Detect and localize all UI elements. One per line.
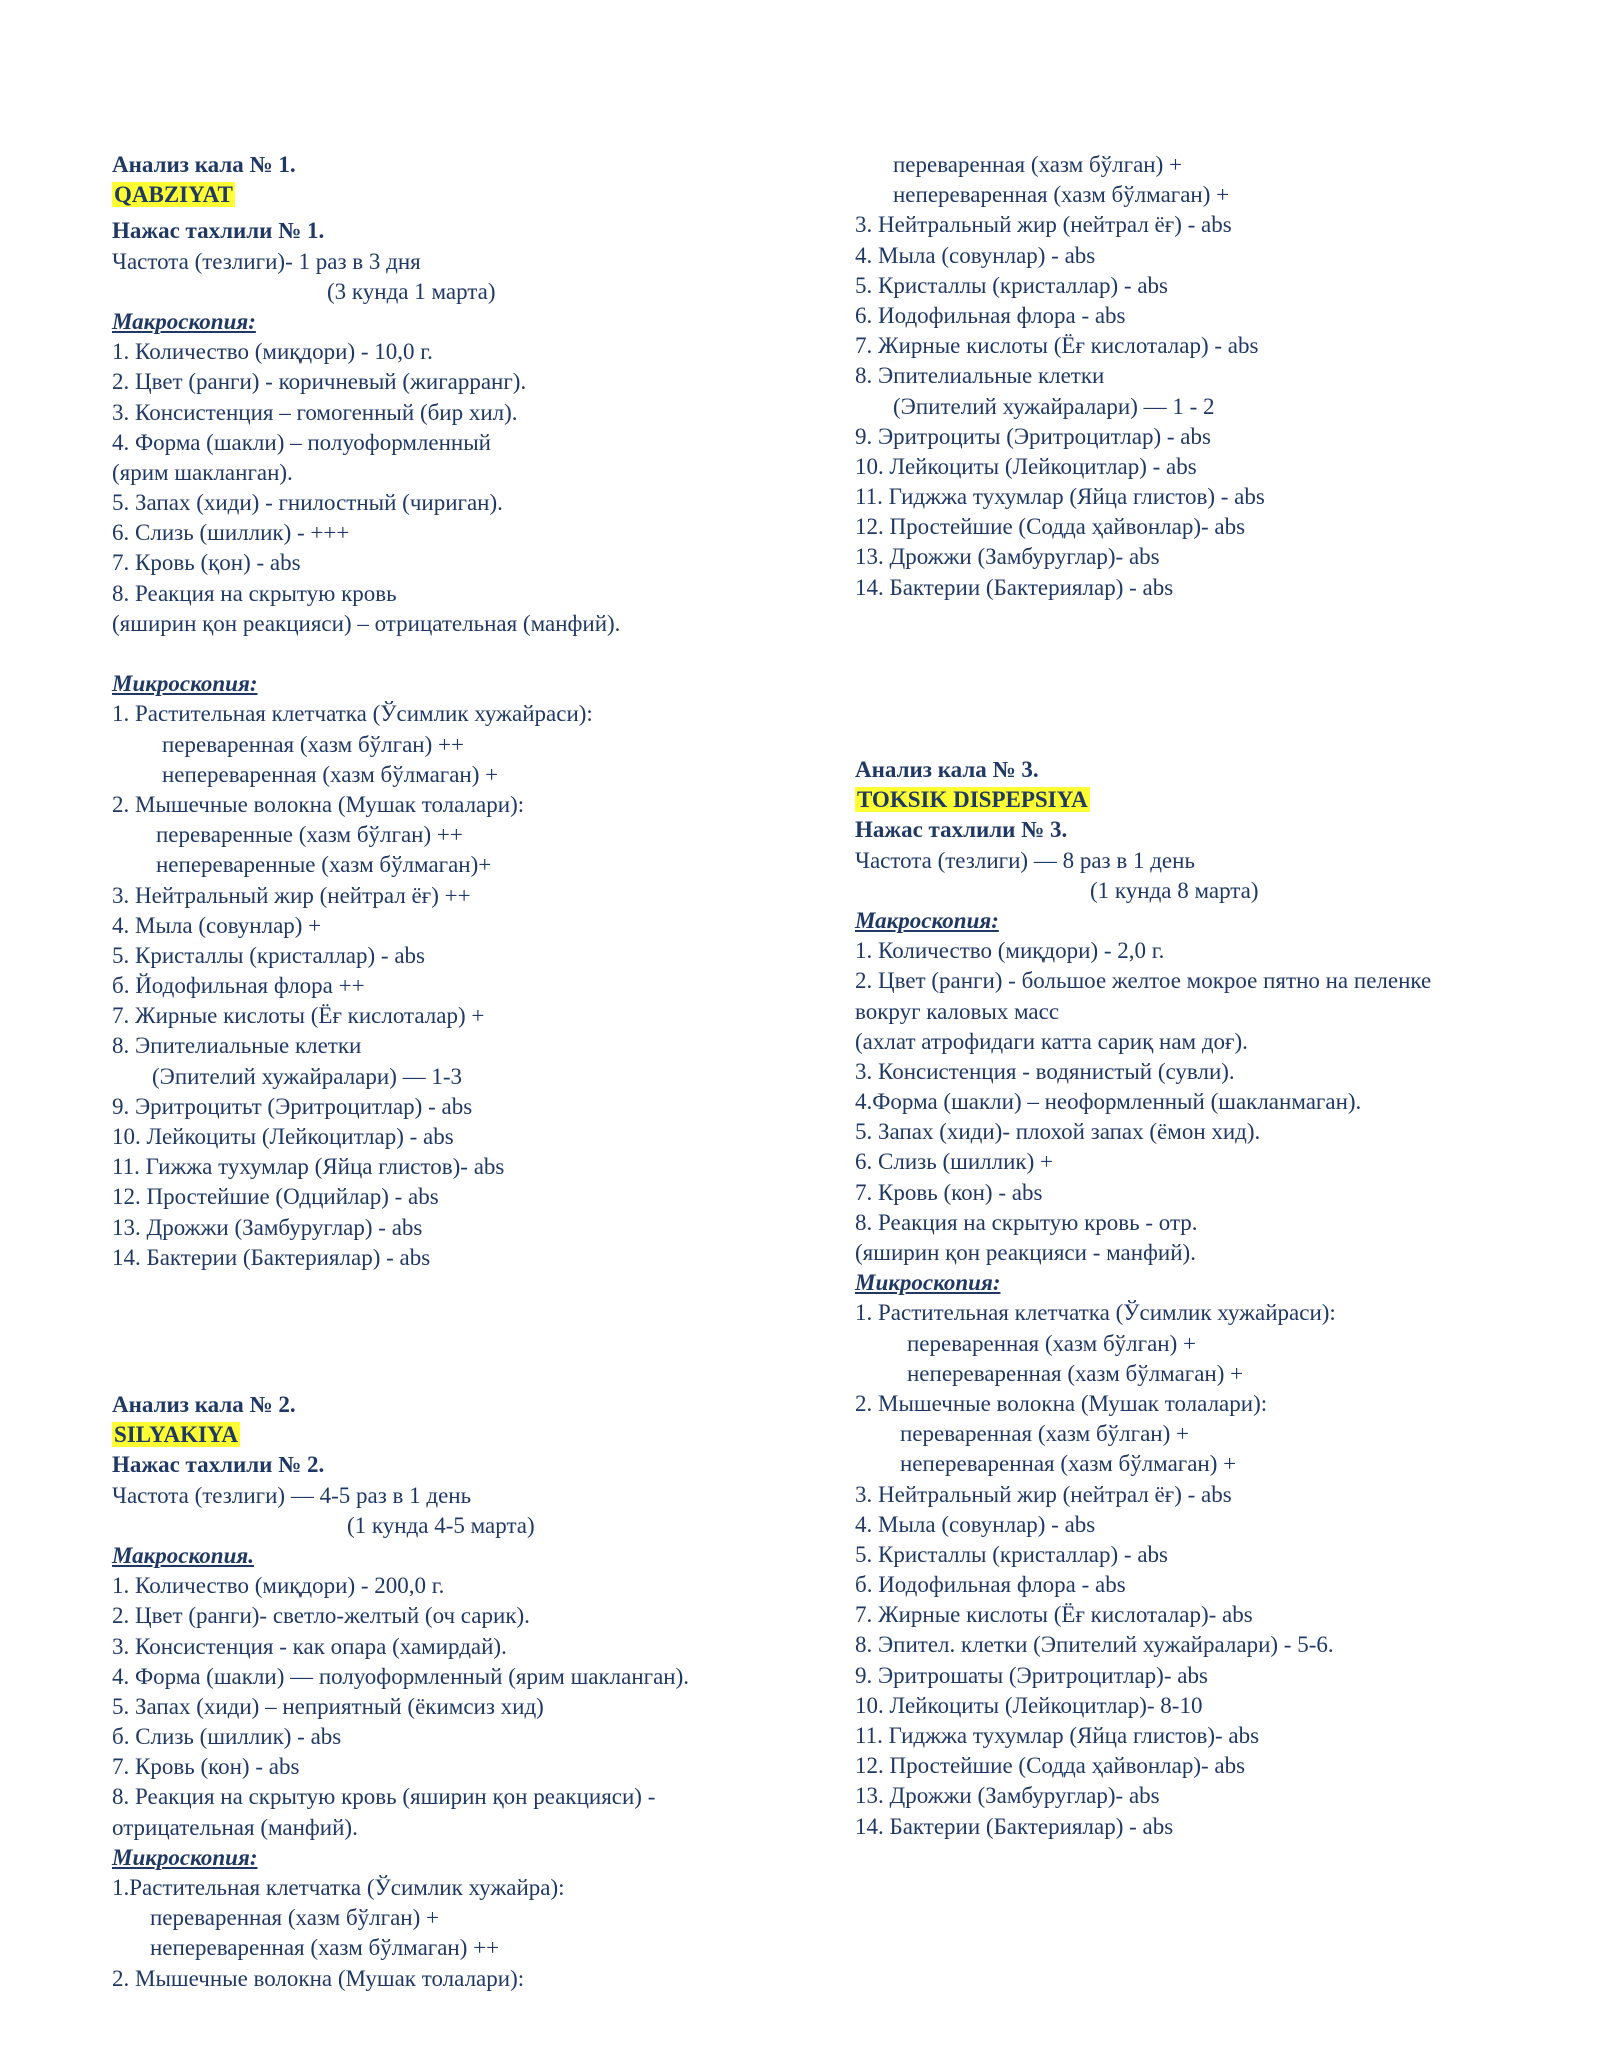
text-line: Частота (тезлиги)- 1 раз в 3 дня	[112, 248, 421, 274]
text-line: 1. Растительная клетчатка (Ўсимлик хужайраси):	[855, 1300, 1336, 1326]
text-line: 1. Количество (миқдори) - 2,0 г.	[855, 938, 1165, 964]
text-line: 10. Лейкоциты (Лейкоцитлар) - abs	[112, 1124, 454, 1149]
analysis-title: Анализ кала № 2.	[112, 1392, 296, 1417]
text-line: 14. Бактерии (Бактериялар) - abs	[112, 1244, 431, 1270]
text-line: 8. Эпителиальные клетки	[112, 1033, 362, 1059]
text-line: 1.Растительная клетчатка (Ўсимлик хужайра):	[112, 1875, 565, 1900]
text-line: 1. Количество (миқдори) - 200,0 г.	[112, 1573, 445, 1599]
text-line: 8. Реакция на скрытую кровь (яширин қон реакцияси) -	[112, 1784, 656, 1810]
diagnosis-heading	[855, 785, 1575, 815]
text-line: 5. Запах (хиди) – неприятный (ёкимсиз хид)	[112, 1693, 544, 1719]
text-line: 3. Консистенция - как опара (хамирдай).	[112, 1633, 507, 1659]
diagnosis-highlight: QABZIYAT	[114, 182, 233, 208]
diagnosis-heading	[112, 180, 842, 210]
blank-line	[112, 639, 842, 669]
text-line: 2. Мышечные волокна (Мушак толалари):	[855, 1390, 1268, 1416]
text-line: (Эпителий хужайралари) — 1 - 2	[893, 393, 1215, 419]
text-line: 6. Слизь (шиллик) - +++	[112, 520, 350, 546]
text-line: (1 кунда 8 марта)	[1090, 877, 1259, 903]
text-line: переваренная (хазм бўлган) ++	[162, 731, 464, 757]
analysis-subtitle: Нажас тахлили № 2.	[112, 1452, 325, 1478]
text-line: непереваренная (хазм бўлмаган) ++	[150, 1935, 500, 1961]
section-heading: Микроскопия:	[855, 1270, 1001, 1296]
text-line: 8. Реакция на скрытую кровь - отр.	[855, 1209, 1198, 1235]
text-line: 9. Эритрошаты (Эритроцитлар)- abs	[855, 1662, 1208, 1688]
text-line: б. Йодофильная флора ++	[112, 973, 365, 999]
text-line: непереваренные (хазм бўлмаган)+	[156, 852, 492, 878]
text-line: 13. Дрожжи (Замбуруглар) - abs	[112, 1214, 423, 1240]
text-line: 7. Жирные кислоты (Ёғ кислоталар) +	[112, 1003, 485, 1029]
text-line: отрицательная (манфий).	[112, 1814, 358, 1840]
text-line: непереваренная (хазм бўлмаган) +	[900, 1451, 1237, 1477]
text-line: 12. Простейшие (Содда ҳайвонлар)- abs	[855, 1753, 1246, 1779]
text-line: 13. Дрожжи (Замбуруглар)- abs	[855, 544, 1160, 570]
text-line: 6. Иодофильная флора - abs	[855, 302, 1126, 328]
text-line: 1. Растительная клетчатка (Ўсимлик хужайраси):	[112, 701, 593, 727]
diagnosis-highlight: SILYAKIYA	[114, 1422, 239, 1448]
text-line: (1 кунда 4-5 марта)	[347, 1512, 535, 1538]
diagnosis-highlight: TOKSIK DISPEPSIYA	[857, 787, 1088, 813]
text-line: 3. Консистенция - водянистый (сувли).	[855, 1058, 1235, 1084]
text-line: (Эпителий хужайралари) — 1-3	[152, 1063, 463, 1089]
text-line: непереваренная (хазм бўлмаган) +	[162, 761, 499, 787]
text-line: 4. Форма (шакли) – полуоформленный	[112, 429, 491, 455]
text-line: переваренная (хазм бўлган) +	[150, 1905, 439, 1931]
text-line: 6. Слизь (шиллик) +	[855, 1149, 1053, 1175]
text-line: 11. Гиджжа тухумлар (Яйца глистов) - abs	[855, 484, 1265, 510]
text-line: (яширин қон реакцияси - манфий).	[855, 1240, 1196, 1265]
text-line: 8. Эпителиальные клетки	[855, 363, 1105, 389]
text-line: 9. Эритроцитьт (Эритроцитлар) - abs	[112, 1093, 473, 1119]
text-line: 4. Мыла (совунлар) - abs	[855, 242, 1096, 268]
text-line: 7. Кровь (қон) - abs	[112, 550, 301, 576]
text-line: 3. Нейтральный жир (нейтрал ёғ) - abs	[855, 212, 1232, 238]
text-line: 12. Простейшие (Содда ҳайвонлар)- abs	[855, 514, 1246, 540]
text-line: вокруг каловых масс	[855, 998, 1060, 1024]
text-line: 4. Мыла (совунлар) +	[112, 912, 322, 938]
analysis-subtitle: Нажас тахлили № 3.	[855, 817, 1068, 843]
text-line: 2. Цвет (ранги) - большое желтое мокрое пятно на пеленке	[855, 968, 1432, 994]
text-line: переваренные (хазм бўлган) ++	[156, 822, 463, 848]
text-line: 7. Жирные кислоты (Ёғ кислоталар)- abs	[855, 1602, 1253, 1628]
text-line: 10. Лейкоциты (Лейкоцитлар) - abs	[855, 453, 1197, 479]
text-line: 4.Форма (шакли) – неоформленный (шакланмаган).	[855, 1089, 1362, 1115]
text-line: 5. Запах (хиди)- плохой запах (ёмон хид).	[855, 1119, 1261, 1145]
text-line: 5. Кристаллы (кристаллар) - abs	[855, 272, 1168, 298]
analysis-title: Анализ кала № 3.	[855, 757, 1039, 782]
analysis-title: Анализ кала № 1.	[112, 152, 296, 177]
block-1	[112, 150, 842, 1273]
text-line: Частота (тезлиги) — 4-5 раз в 1 день	[112, 1482, 472, 1508]
text-line: 11. Гиджжа тухумлар (Яйца глистов)- abs	[855, 1723, 1260, 1748]
text-line: 11. Гижжа тухумлар (Яйца глистов)- abs	[112, 1154, 505, 1180]
section-heading: Макроскопия:	[855, 907, 999, 933]
text-line: 5. Кристаллы (кристаллар) - abs	[855, 1541, 1168, 1567]
text-line: 7. Жирные кислоты (Ёғ кислоталар) - abs	[855, 333, 1259, 359]
block-2	[112, 1390, 842, 1994]
text-line: 12. Простейшие (Одцийлар) - abs	[112, 1184, 439, 1210]
text-line: 7. Кровь (кон) - abs	[855, 1179, 1043, 1205]
text-line: 3. Консистенция – гомогенный (бир хил).	[112, 399, 518, 425]
text-line: 5. Запах (хиди) - гнилостный (чириган).	[112, 490, 503, 516]
section-heading: Макроскопия:	[112, 308, 256, 334]
text-line: б. Слизь (шиллик) - abs	[112, 1724, 342, 1750]
text-line: (ахлат атрофидаги катта сариқ нам доғ).	[855, 1028, 1248, 1054]
text-line: 2. Цвет (ранги)- светло-желтый (оч сарик).	[112, 1603, 530, 1629]
text-line: 2. Цвет (ранги) - коричневый (жигарранг).	[112, 369, 527, 395]
text-line: 2. Мышечные волокна (Мушак толалари):	[112, 791, 525, 817]
section-heading: Микроскопия:	[112, 671, 258, 697]
text-line: (3 кунда 1 марта)	[327, 278, 496, 304]
text-line: непереваренная (хазм бўлмаган) +	[893, 182, 1230, 208]
section-heading: Микроскопия:	[112, 1844, 258, 1870]
text-line: 3. Нейтральный жир (нейтрал ёғ) ++	[112, 882, 471, 908]
text-line: 14. Бактерии (Бактериялар) - abs	[855, 1813, 1174, 1839]
text-line: 2. Мышечные волокна (Мушак толалари):	[112, 1965, 525, 1991]
text-line: 7. Кровь (кон) - abs	[112, 1754, 300, 1780]
diagnosis-heading	[112, 1420, 842, 1450]
text-line: 13. Дрожжи (Замбуруглар)- abs	[855, 1783, 1160, 1809]
text-line: б. Иодофильная флора - abs	[855, 1572, 1126, 1598]
text-line: 9. Эритроциты (Эритроцитлар) - abs	[855, 423, 1211, 449]
text-line: 1. Количество (миқдори) - 10,0 г.	[112, 339, 433, 365]
text-line: 10. Лейкоциты (Лейкоцитлар)- 8-10	[855, 1692, 1203, 1718]
text-line: 5. Кристаллы (кристаллар) - abs	[112, 942, 425, 968]
block-3	[855, 755, 1575, 1842]
text-line: 14. Бактерии (Бактериялар) - abs	[855, 574, 1174, 600]
text-line: переваренная (хазм бўлган) +	[900, 1421, 1189, 1447]
text-line: (яширин қон реакцияси) – отрицательная (манфий).	[112, 610, 621, 636]
text-line: Частота (тезлиги) — 8 раз в 1 день	[855, 847, 1195, 873]
text-line: 8. Реакция на скрытую кровь	[112, 580, 397, 606]
analysis-subtitle: Нажас тахлили № 1.	[112, 218, 325, 244]
text-line: 4. Форма (шакли) — полуоформленный (ярим шакланган).	[112, 1663, 690, 1689]
text-line: непереваренная (хазм бўлмаган) +	[907, 1360, 1244, 1386]
text-line: переваренная (хазм бўлган) +	[907, 1330, 1196, 1356]
text-line: (ярим шакланган).	[112, 459, 293, 485]
text-line: 3. Нейтральный жир (нейтрал ёғ) - abs	[855, 1481, 1232, 1507]
text-line: переваренная (хазм бўлган) +	[893, 152, 1182, 177]
section-heading: Макроскопия.	[112, 1542, 254, 1568]
text-line: 8. Эпител. клетки (Эпителий хужайралари) - 5-6.	[855, 1632, 1334, 1658]
text-line: 4. Мыла (совунлар) - abs	[855, 1511, 1096, 1537]
block-2-cont	[855, 150, 1575, 603]
